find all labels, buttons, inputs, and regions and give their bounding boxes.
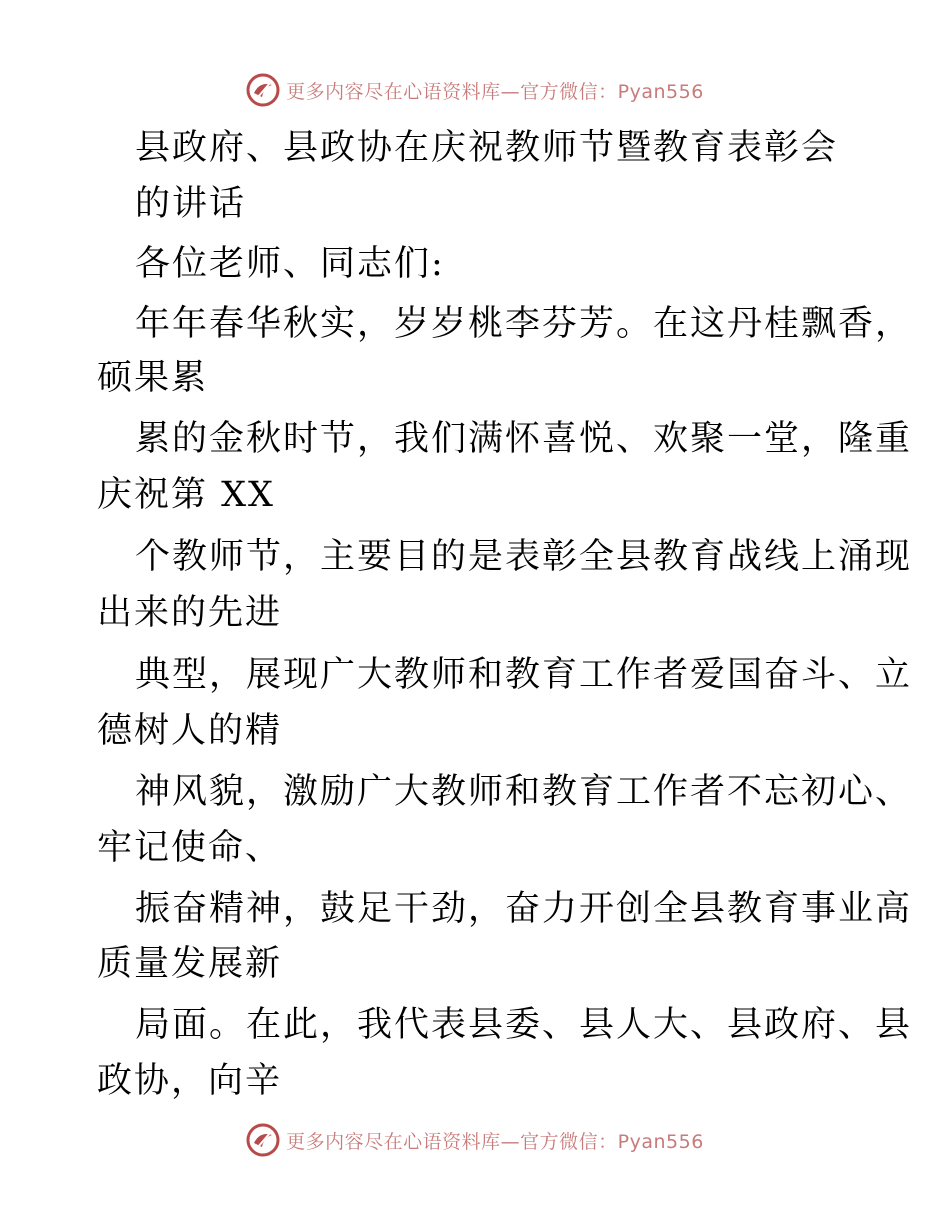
body-line: 年年春华秋实，岁岁桃李芬芳。在这丹桂飘香， xyxy=(135,304,913,344)
doc-title-line-1: 县政府、县政协在庆祝教师节暨教育表彰会 xyxy=(135,128,839,168)
body-line: 累的金秋时节，我们满怀喜悦、欢聚一堂，隆重 xyxy=(135,419,913,459)
body-line: 德树人的精 xyxy=(97,711,283,751)
body-line: 振奋精神，鼓足干劲，奋力开创全县教育事业高 xyxy=(135,889,913,929)
red-swirl-logo-icon xyxy=(246,1123,280,1157)
watermark-text: 更多内容尽在心语资料库—官方微信：Pyan556 xyxy=(286,1130,704,1153)
watermark-footer xyxy=(0,1120,950,1160)
salutation: 各位老师、同志们: xyxy=(135,244,445,284)
body-line: 牢记使命、 xyxy=(97,828,283,868)
body-line: 硕果累 xyxy=(97,358,209,398)
body-line: 庆祝第 XX xyxy=(97,475,275,515)
body-line: 个教师节，主要目的是表彰全县教育战线上涌现 xyxy=(135,537,913,577)
body-line: 典型，展现广大教师和教育工作者爱国奋斗、立 xyxy=(135,655,913,695)
red-swirl-logo-icon xyxy=(246,73,280,107)
body-line: 政协，向辛 xyxy=(97,1061,283,1101)
body-line: 出来的先进 xyxy=(97,593,283,633)
doc-title-line-2: 的讲话 xyxy=(135,184,247,224)
body-line: 质量发展新 xyxy=(97,944,283,984)
body-line: 神风貌，激励广大教师和教育工作者不忘初心、 xyxy=(135,772,913,812)
watermark-header xyxy=(0,70,950,110)
body-line: 局面。在此，我代表县委、县人大、县政府、县 xyxy=(135,1005,913,1045)
watermark-text: 更多内容尽在心语资料库—官方微信：Pyan556 xyxy=(286,80,704,103)
